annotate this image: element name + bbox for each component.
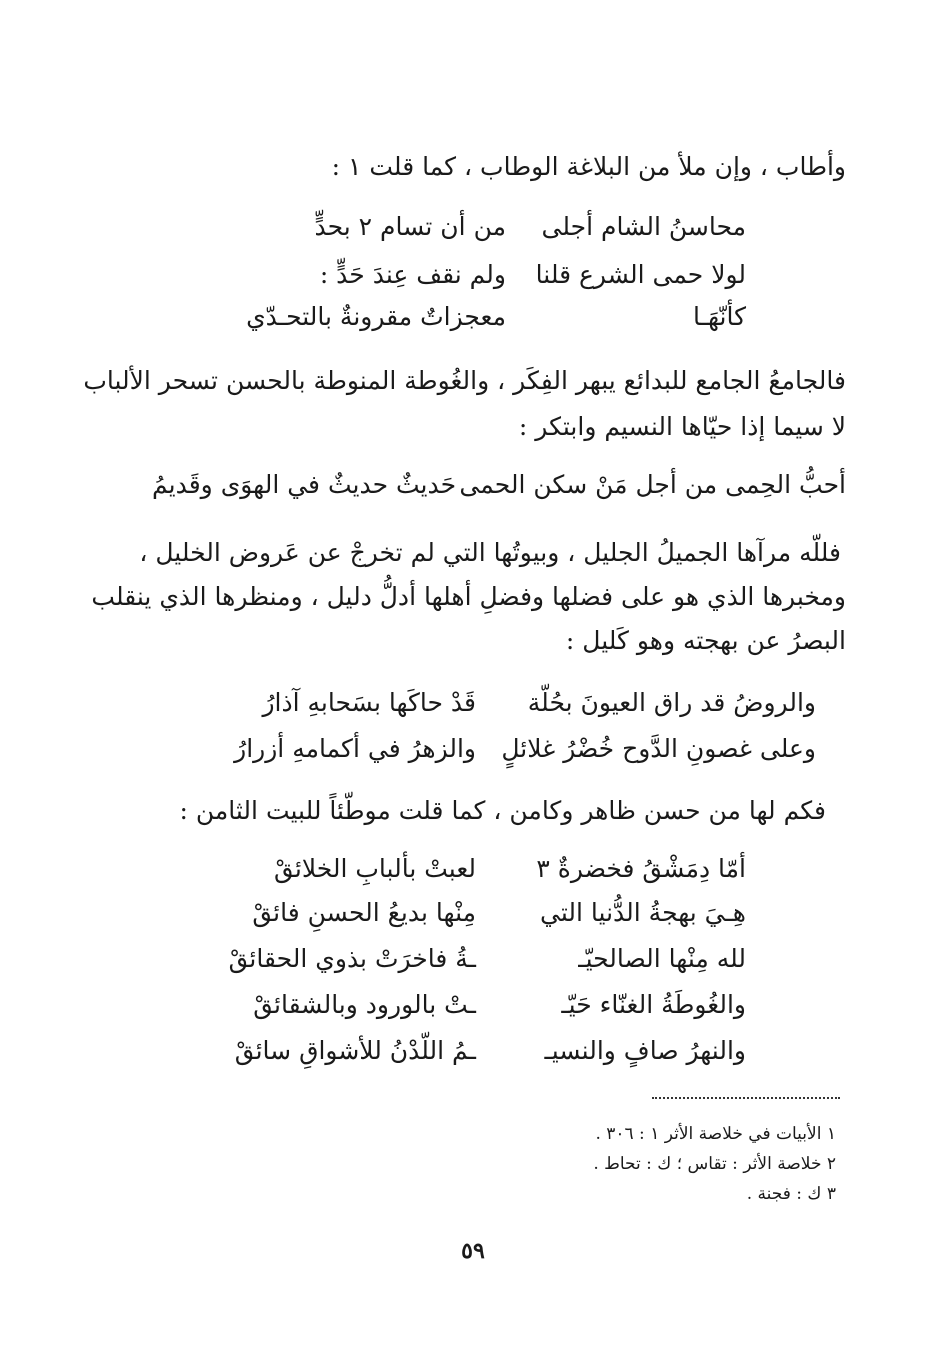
poem3-verse-2-first: هِـيَ بهجةُ الدُّنيا التي (540, 898, 746, 927)
paragraph-2-line-3: البصرُ عن بهجته وهو كَليل : (565, 626, 846, 655)
poem3-verse-1-second: لعبتْ بألبابِ الخلائقْ (274, 854, 476, 883)
single-verse-first: أحبُّ الحِمى من أجل مَنْ سكن الحمى (459, 470, 846, 499)
poem3-verse-4-second: ـتْ بالورود وبالشقائقْ (253, 990, 476, 1019)
footnote-1: ١ الأبيات في خلاصة الأثر ١ : ٣٠٦ . (595, 1124, 836, 1144)
page-number: ٥٩ (461, 1238, 485, 1264)
poem2-verse-1-first: والروضُ قد راق العيونَ بحُلّة (527, 688, 816, 717)
poem3-verse-2-second: مِنْها بديعُ الحسنِ فائقْ (252, 898, 476, 927)
poem1-verse-2-second: ولم نقف عِندَ حَدٍّ : (319, 260, 506, 289)
paragraph-3: فكم لها من حسن ظاهر وكامن ، كما قلت موطّئاً للبيت الثامن : (179, 796, 826, 825)
paragraph-1-line-1: فالجامعُ الجامع للبدائع يبهر الفِكَر ، والغُوطة المنوطة بالحسن تسحر الألباب (83, 366, 846, 395)
poem3-verse-5-first: والنهرُ صافٍ والنسيـ (544, 1036, 746, 1065)
poem1-verse-2-first: لولا حمى الشرع قلنا (535, 260, 746, 289)
poem3-verse-4-first: والغُوطَةُ الغنّاء حَيّـ (561, 990, 746, 1019)
paragraph-2-line-1: فللّه مرآها الجميلُ الجليل ، وبيوتُها التي لم تخرجْ عن عَروض الخليل ، (139, 538, 841, 567)
single-verse-second: حَديثٌ حديثٌ في الهوَى وقَديمُ (152, 470, 457, 499)
poem1-verse-3-second: معجزاتٌ مقرونةٌ بالتحـدّي (246, 302, 506, 331)
footnotes-divider (652, 1097, 840, 1099)
poem1-verse-1-first: محاسنُ الشام أجلى (541, 212, 746, 241)
poem3-verse-3-first: لله مِنْها الصالحيّـ (578, 944, 746, 973)
intro-line: وأطاب ، وإن ملأ من البلاغة الوطاب ، كما قلت ١ : (331, 152, 846, 181)
footnote-3: ٣ ك : فجنة . (746, 1184, 836, 1204)
poem2-verse-1-second: قَدْ حاكَها بسَحابهِ آذارُ (262, 688, 476, 717)
poem2-verse-2-first: وعلى غصونِ الدَّوح خُضْرُ غلائلٍ (501, 734, 816, 763)
poem2-verse-2-second: والزهرُ في أكمامهِ أزرارُ (234, 734, 476, 763)
poem3-verse-3-second: ـةُ فاخرَتْ بذوي الحقائقْ (228, 944, 476, 973)
paragraph-2-line-2: ومخبرها الذي هو على فضلها وفضلِ أهلها أدلُّ دليل ، ومنظرها الذي ينقلب (91, 582, 846, 611)
poem3-verse-1-first: أمّا دِمَشْقُ فخضرةٌ ٣ (536, 854, 746, 883)
poem3-verse-5-second: ـمُ اللّدْنُ للأشواقِ سائقْ (234, 1036, 476, 1065)
paragraph-1-line-2: لا سيما إذا حيّاها النسيم وابتكر : (518, 412, 846, 441)
poem1-verse-1-second: من أن تسام ٢ بحدٍّ (314, 212, 506, 241)
footnote-2: ٢ خلاصة الأثر : تقاس ؛ ك : تحاط . (593, 1154, 836, 1174)
poem1-verse-3-first: كأنّهَـا (693, 302, 746, 331)
